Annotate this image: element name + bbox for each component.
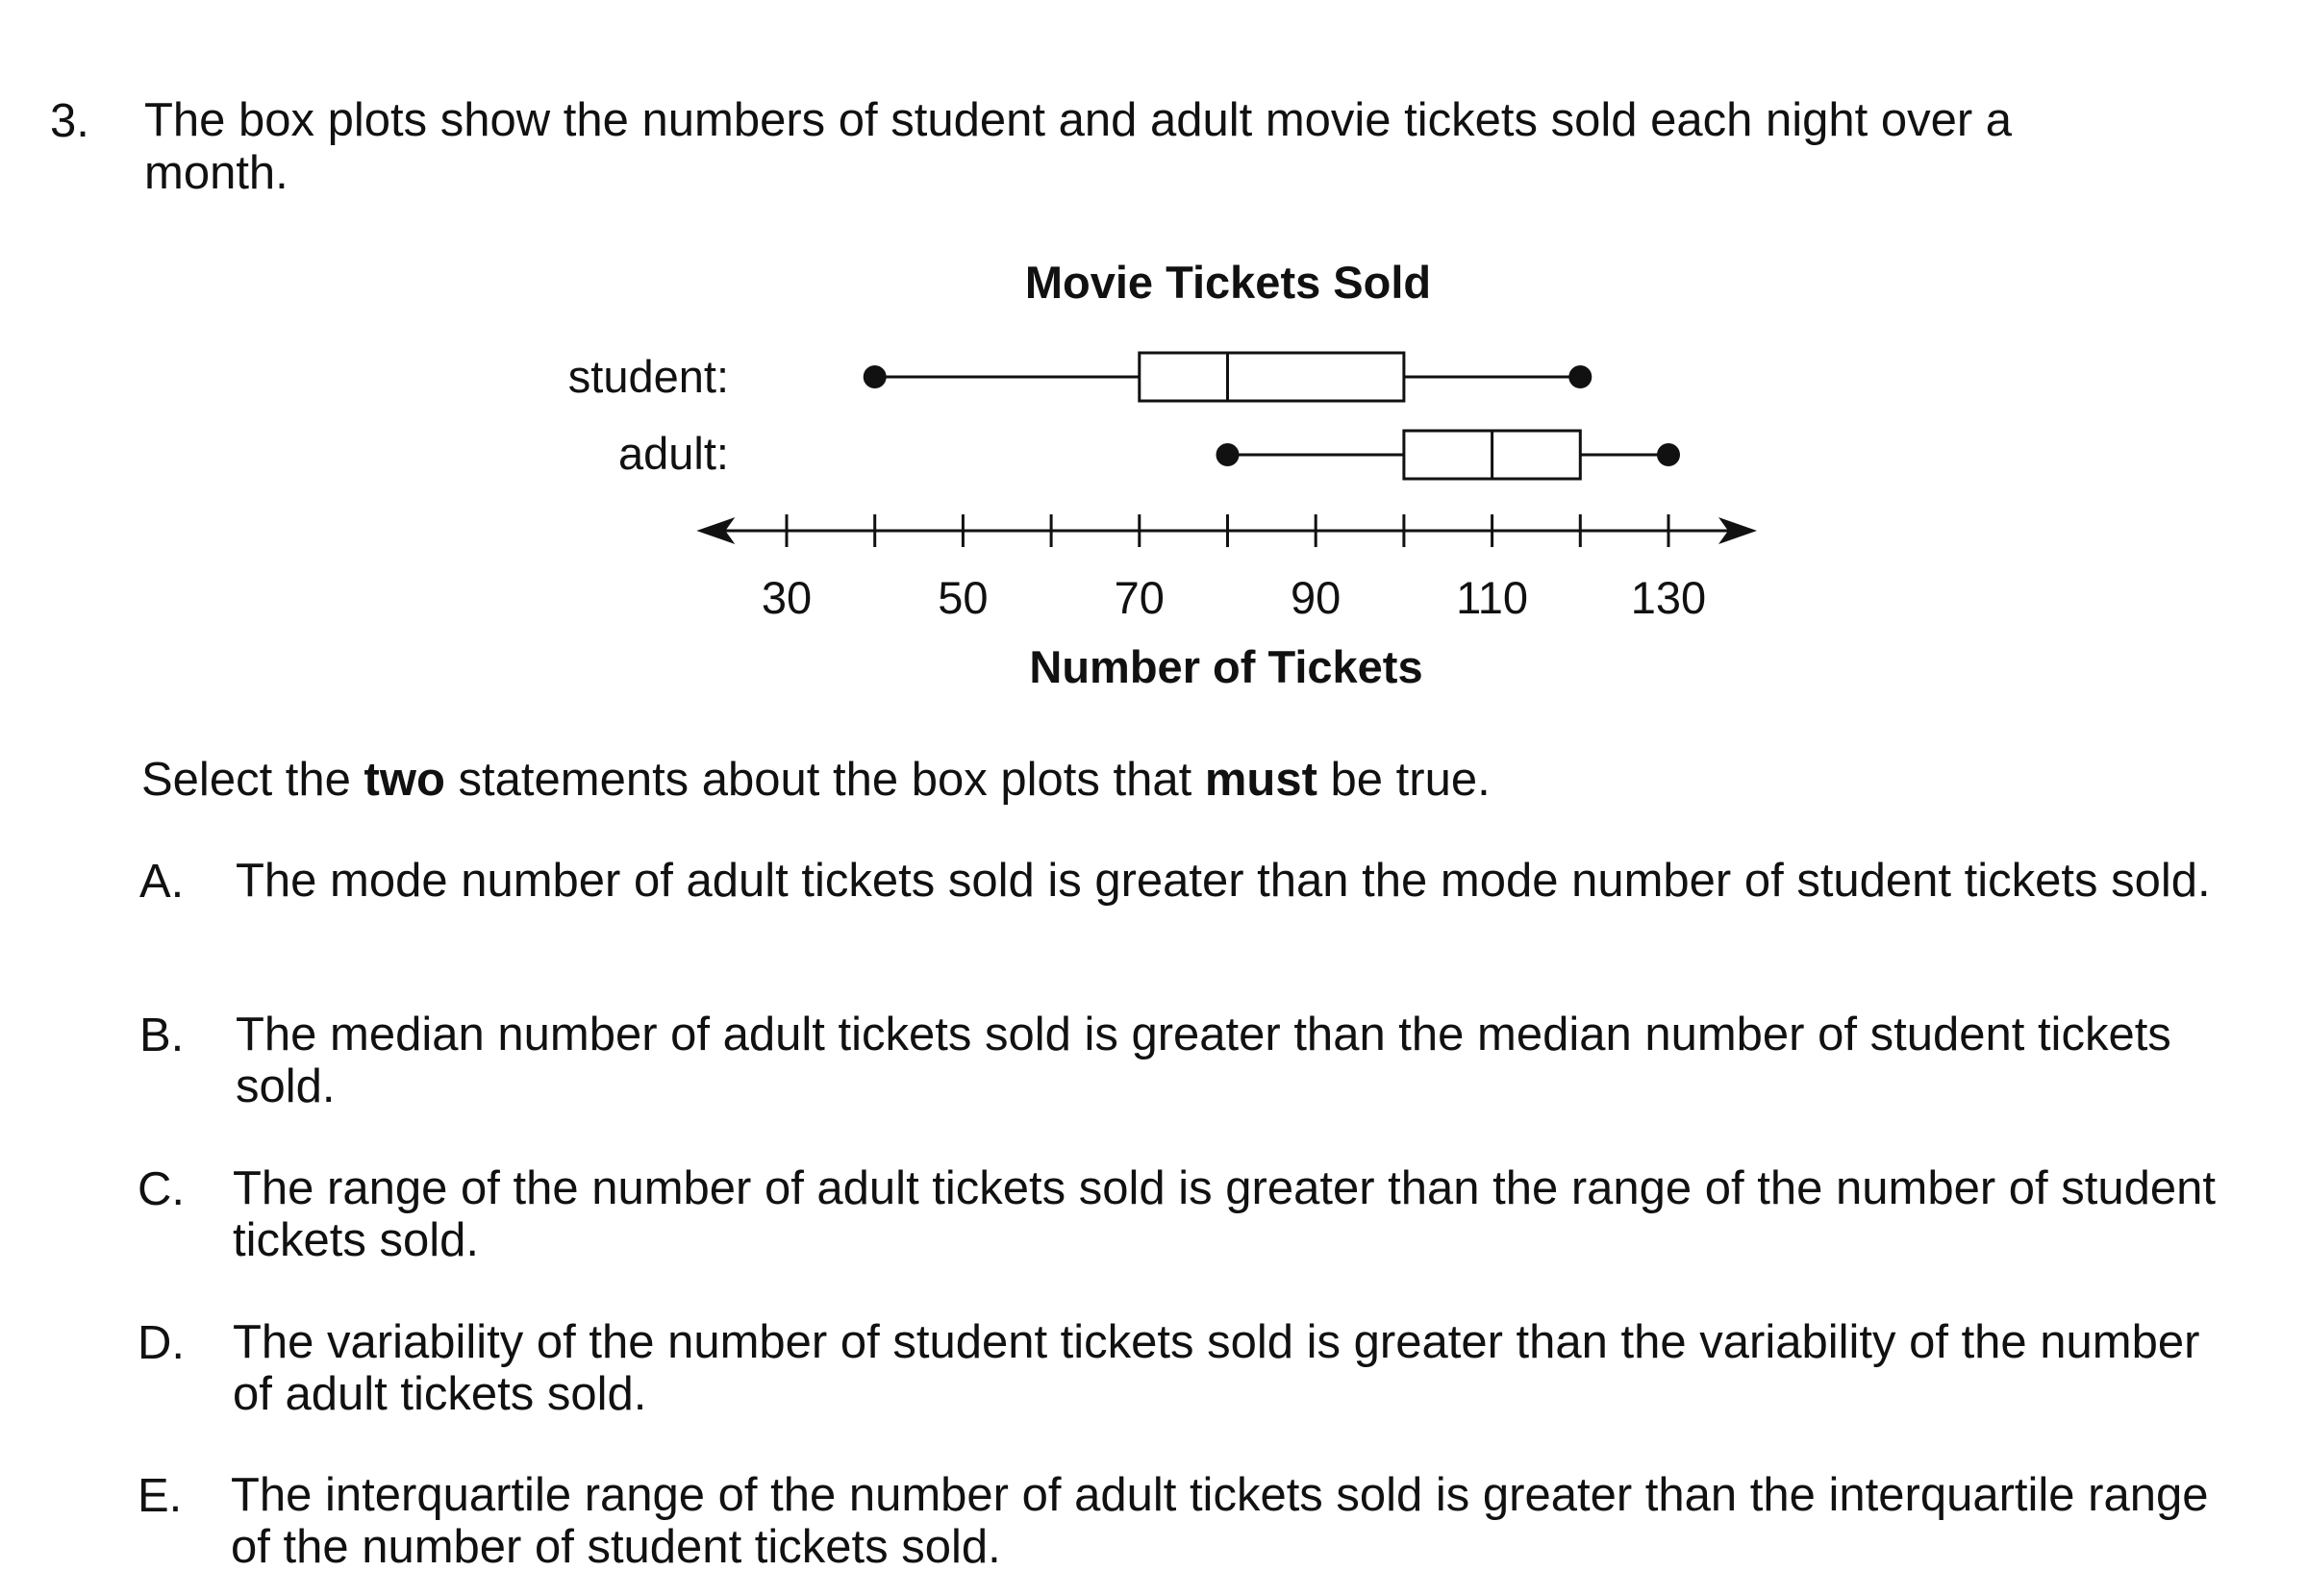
instruction-part: be true. xyxy=(1316,754,1491,806)
option-e-text[interactable]: The interquartile range of the number of adult tickets sold is greater than the interquartile range of the number of student tickets sold. xyxy=(231,1469,2209,1573)
series-label-adult: adult: xyxy=(618,428,729,479)
option-a-letter: A. xyxy=(139,856,185,908)
x-tick-label: 90 xyxy=(1291,572,1342,623)
instruction xyxy=(141,753,1491,807)
option-c-text[interactable]: The range of the number of adult tickets sold is greater than the range of the number of student tickets sold. xyxy=(233,1162,2216,1266)
box-plot-chart xyxy=(0,0,2307,731)
box-plot-student xyxy=(864,353,1592,401)
min-point xyxy=(1216,443,1240,466)
x-tick-label: 110 xyxy=(1456,572,1529,623)
option-d-text[interactable]: The variability of the number of student tickets sold is greater than the variability of the number of adult tickets sold. xyxy=(233,1316,2200,1420)
option-e-letter: E. xyxy=(138,1470,183,1522)
question-number: 3. xyxy=(50,95,89,147)
option-b-letter: B. xyxy=(139,1010,185,1061)
instruction-emphasis-must: must xyxy=(1204,754,1317,806)
option-a-text[interactable]: The mode number of adult tickets sold is greater than the mode number of student tickets sold. xyxy=(236,855,2211,907)
instruction-part: Select the xyxy=(141,754,364,806)
min-point xyxy=(864,365,887,388)
max-point xyxy=(1657,443,1680,466)
x-tick-label: 30 xyxy=(761,572,813,623)
option-b-text[interactable]: The median number of adult tickets sold is greater than the median number of student tickets sold. xyxy=(236,1009,2171,1112)
x-axis-label: Number of Tickets xyxy=(1029,641,1423,692)
instruction-emphasis-two: two xyxy=(364,754,445,806)
x-tick-label: 70 xyxy=(1114,572,1165,623)
box-plot-adult xyxy=(1216,431,1681,479)
question-stem: The box plots show the numbers of student and adult movie tickets sold each night over a month. xyxy=(144,94,2013,199)
option-c-letter: C. xyxy=(138,1163,185,1215)
max-point xyxy=(1568,365,1592,388)
instruction-part: statements about the box plots that xyxy=(444,754,1205,806)
x-tick-label: 130 xyxy=(1630,572,1707,623)
x-tick-label: 50 xyxy=(938,572,989,623)
option-d-letter: D. xyxy=(138,1317,185,1369)
iqr-box xyxy=(1140,353,1404,401)
series-label-student: student: xyxy=(567,351,729,402)
chart-title: Movie Tickets Sold xyxy=(1024,257,1432,308)
